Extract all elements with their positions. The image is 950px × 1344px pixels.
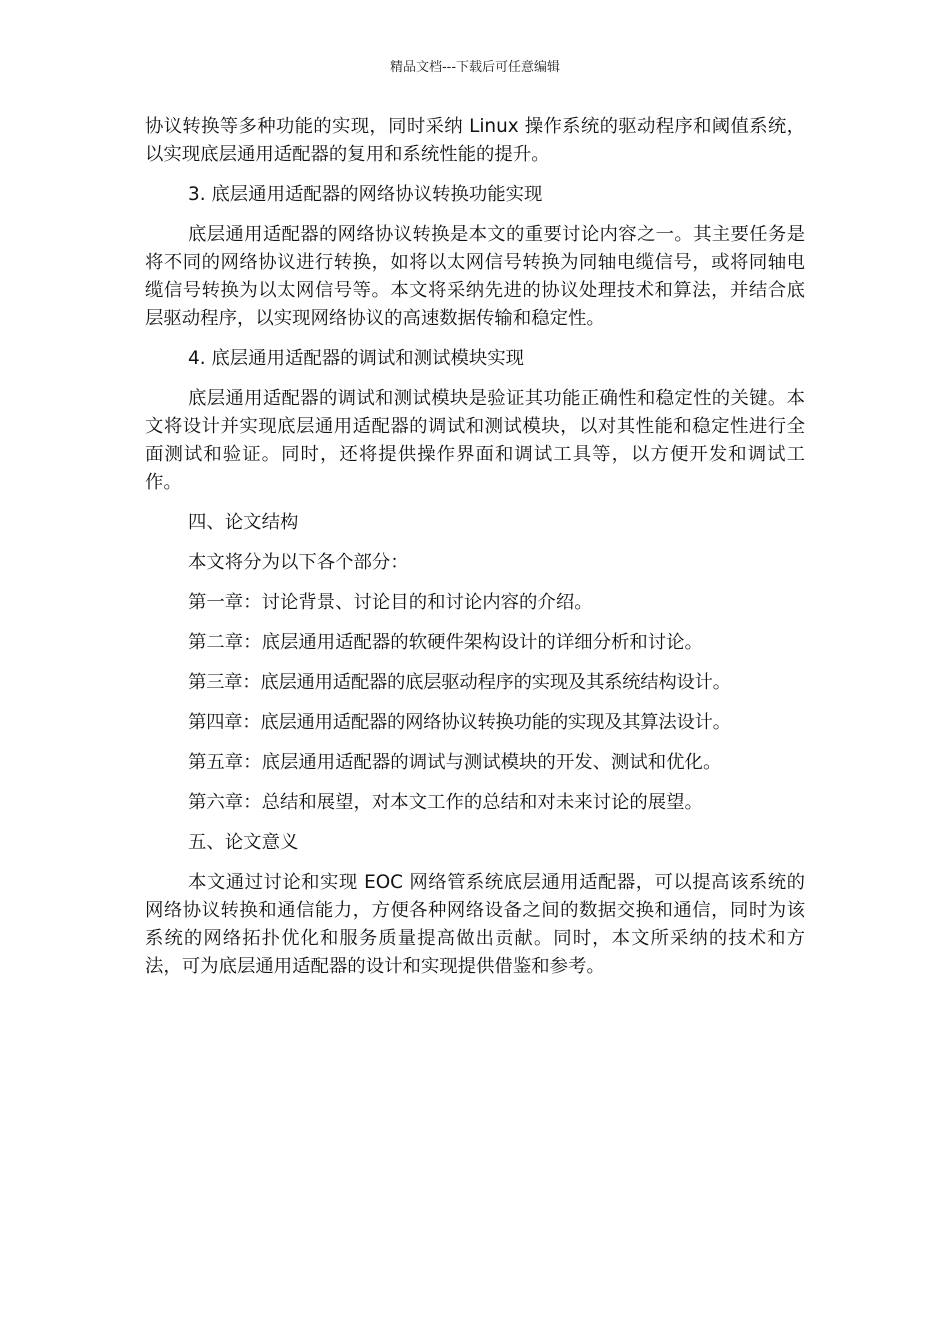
- paragraph-continuation: 协议转换等多种功能的实现，同时采纳 Linux 操作系统的驱动程序和阈值系统，以实现底层通用适配器的复用和系统性能的提升。: [145, 116, 805, 165]
- subheading-4: 4. 底层通用适配器的调试和测试模块实现: [188, 348, 525, 369]
- chapter-item: 第二章：底层通用适配器的软硬件架构设计的详细分析和讨论。: [188, 632, 703, 653]
- section-heading-significance: 五、论文意义: [188, 832, 299, 853]
- section-heading-structure: 四、论文结构: [188, 512, 299, 533]
- paragraph-protocol-conversion: 底层通用适配器的网络协议转换是本文的重要讨论内容之一。其主要任务是将不同的网络协议进行转换，如将以太网信号转换为同轴电缆信号，或将同轴电缆信号转换为以太网信号等。本文将采纳先进的协议处理技术和算法，并结合底层驱动程序，以实现网络协议的高速数据传输和稳定性。: [145, 224, 805, 329]
- chapter-item: 第五章：底层通用适配器的调试与测试模块的开发、测试和优化。: [188, 752, 722, 773]
- paragraph-significance: 本文通过讨论和实现 EOC 网络管系统底层通用适配器，可以提高该系统的网络协议转换和通信能力，方便各种网络设备之间的数据交换和通信，同时为该系统的网络拓扑优化和服务质量提高做出贡献。同时，本文所采纳的技术和方法，可为底层通用适配器的设计和实现提供借鉴和参考。: [145, 872, 805, 977]
- chapter-item: 第六章：总结和展望，对本文工作的总结和对未来讨论的展望。: [188, 792, 703, 813]
- paragraph-debug-test: 底层通用适配器的调试和测试模块是验证其功能正确性和稳定性的关键。本文将设计并实现底层通用适配器的调试和测试模块，以对其性能和稳定性进行全面测试和验证。同时，还将提供操作界面和调试工具等，以方便开发和调试工作。: [145, 388, 805, 493]
- structure-intro: 本文将分为以下各个部分：: [188, 552, 409, 573]
- chapter-item: 第四章：底层通用适配器的网络协议转换功能的实现及其算法设计。: [188, 712, 731, 733]
- chapter-item: 第一章：讨论背景、讨论目的和讨论内容的介绍。: [188, 592, 593, 613]
- chapter-item: 第三章：底层通用适配器的底层驱动程序的实现及其系统结构设计。: [188, 672, 731, 693]
- document-body: [145, 113, 805, 993]
- subheading-3: 3. 底层通用适配器的网络协议转换功能实现: [188, 184, 543, 205]
- page-header: 精品文档---下载后可任意编辑: [389, 60, 561, 75]
